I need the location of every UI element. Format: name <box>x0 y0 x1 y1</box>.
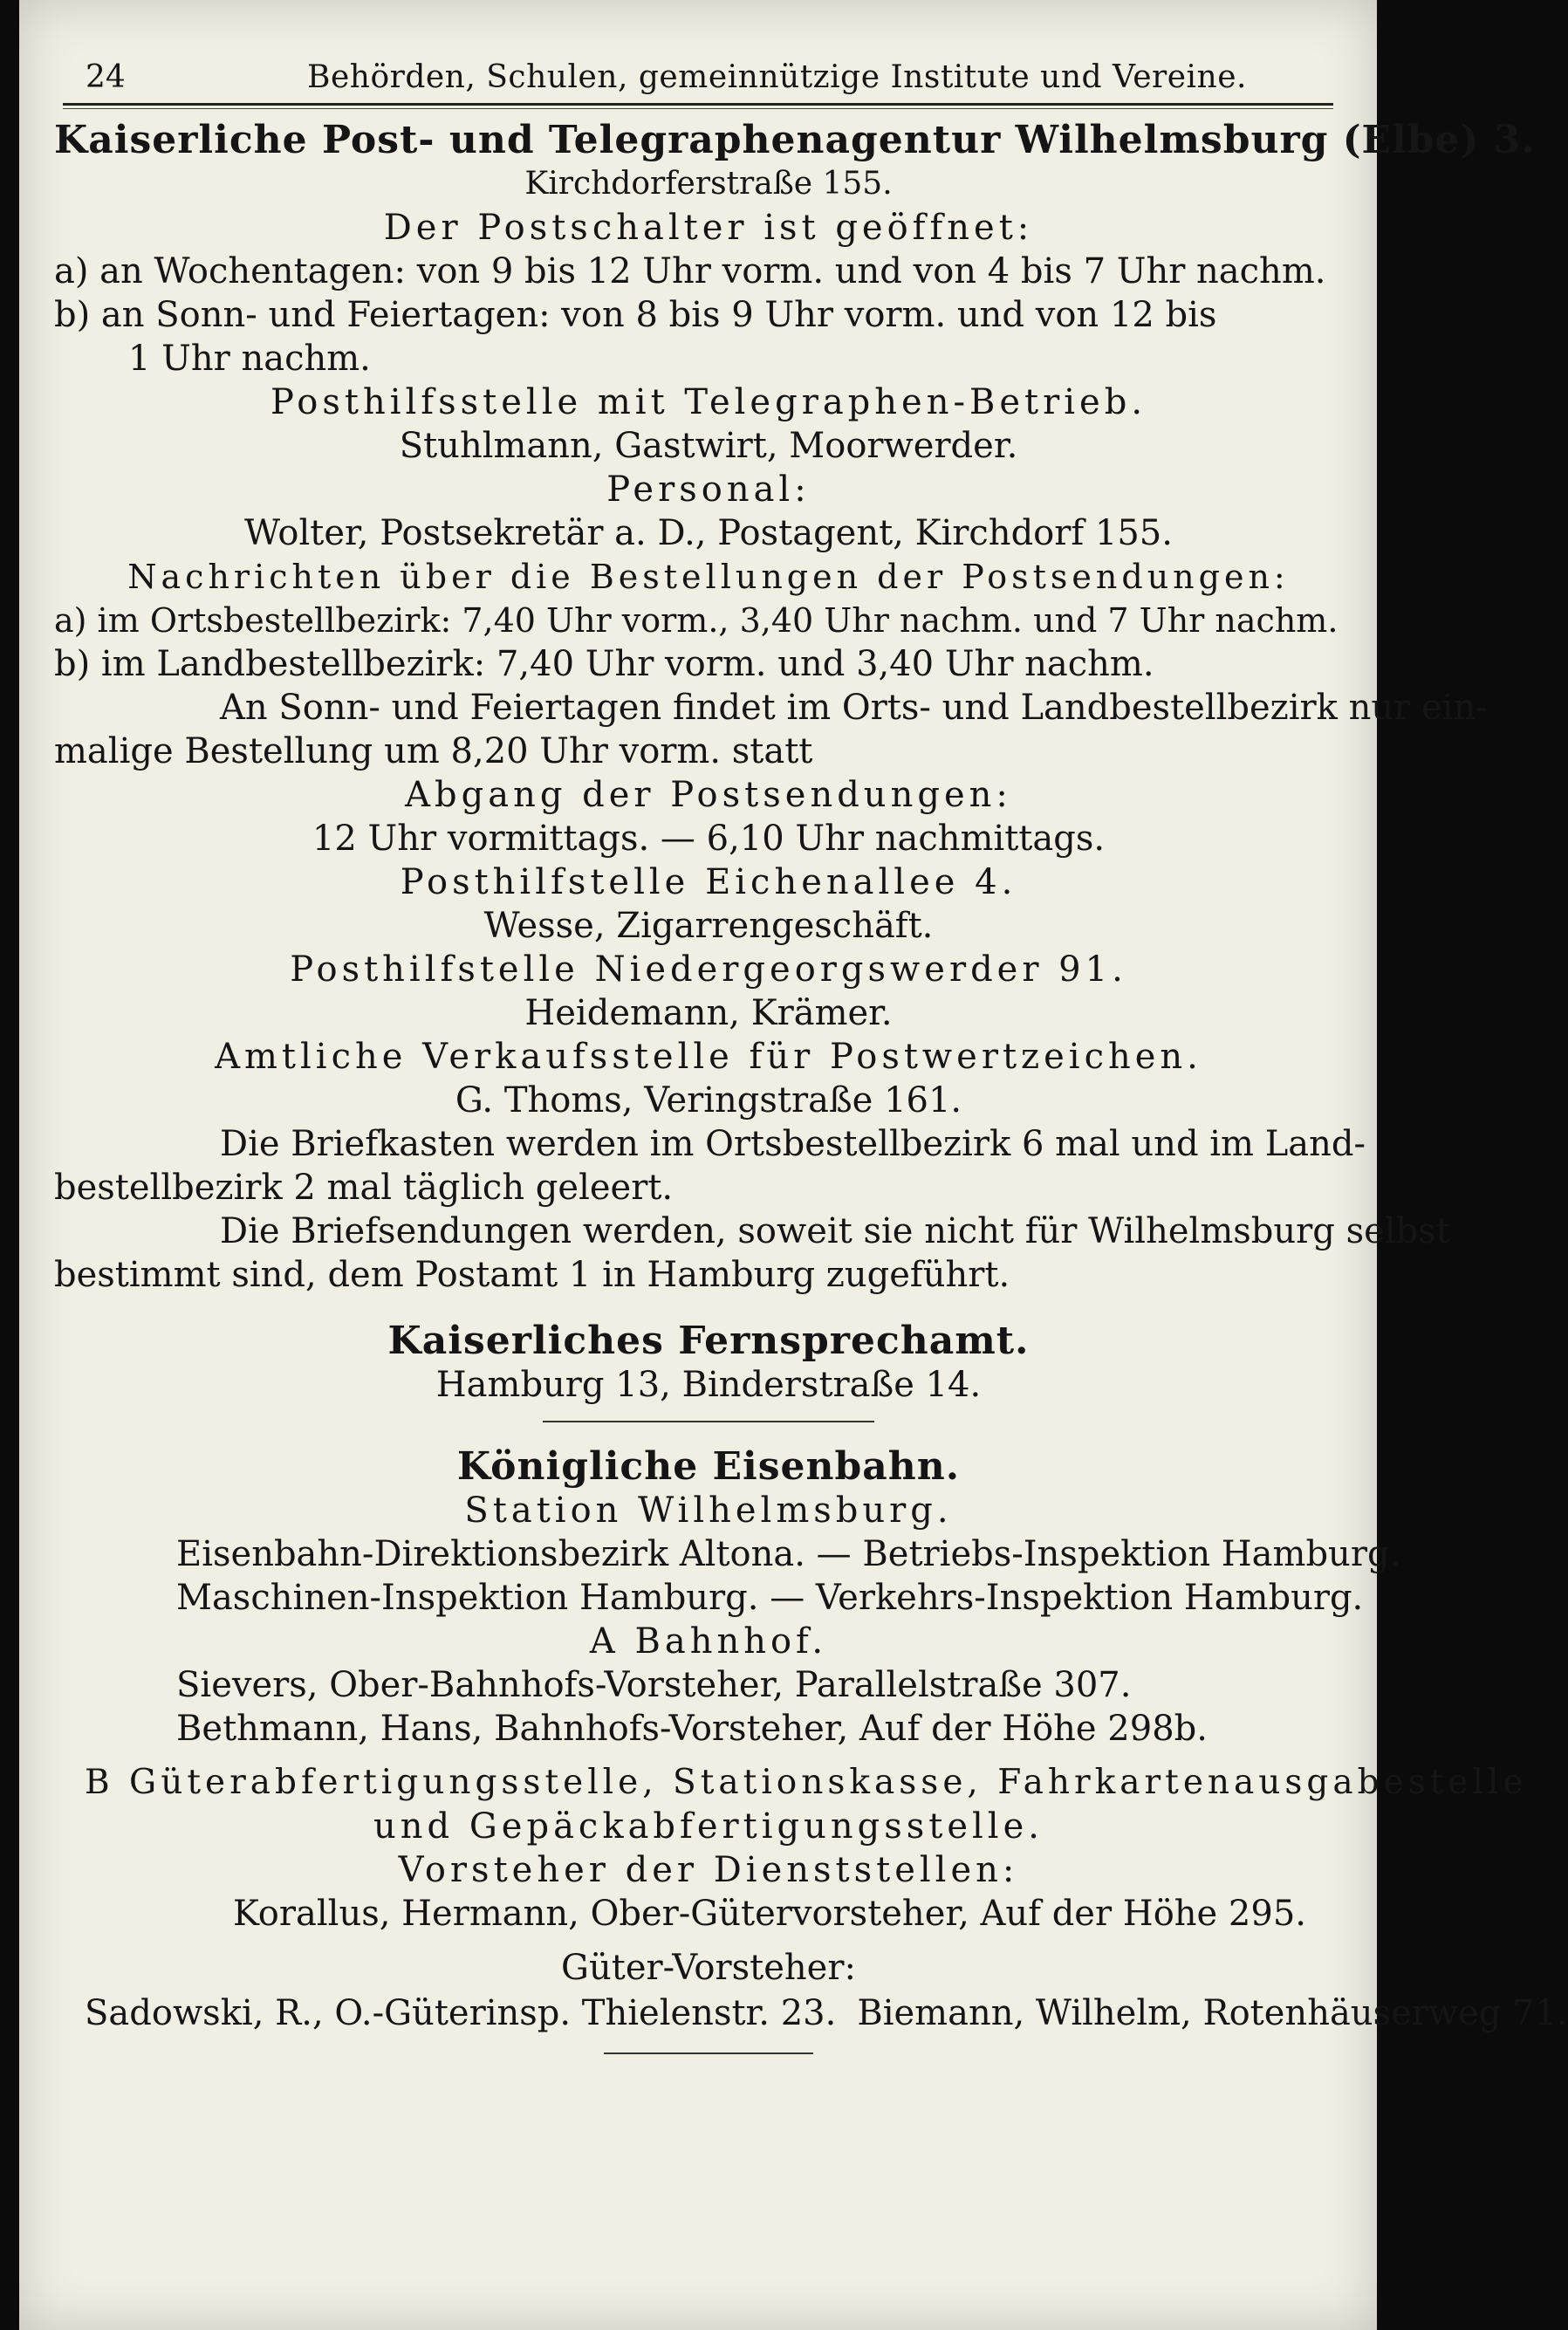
railway-inspections: Maschinen-Inspektion Hamburg. — Verkehrs-Inspektion Hamburg. <box>176 1578 1364 1618</box>
stamps-heading: Amtliche Verkaufsstelle für Postwertzeichen. <box>215 1037 1202 1077</box>
personnel-entry: Wolter, Postsekretär a. D., Postagent, Kirchdorf 155. <box>244 513 1173 553</box>
mailbox-note-line1: Die Briefkasten werden im Ortsbestellbezirk 6 mal und im Land- <box>220 1124 1366 1164</box>
page-number: 24 <box>86 59 126 95</box>
goods-heads-row <box>54 1990 1568 2037</box>
heads-heading: Vorsteher der Dienststellen: <box>398 1850 1019 1890</box>
delivery-heading: Nachrichten über die Bestellungen der Postsendungen: <box>127 558 1290 596</box>
sunday-note-line2: malige Bestellung um 8,20 Uhr vorm. statt <box>54 731 813 771</box>
bottom-divider <box>604 2052 813 2054</box>
dispatch-times: 12 Uhr vormittags. — 6,10 Uhr nachmittags. <box>312 819 1106 859</box>
post-agency-title: Kaiserliche Post- und Telegraphenagentur Wilhelmsburg (Elbe) 3. <box>54 118 1536 162</box>
railway-section-b-line2: und Gepäckabfertigungsstelle. <box>373 1806 1044 1847</box>
hours-holidays-line2: 1 Uhr nachm. <box>128 339 371 379</box>
railway-title: Königliche Eisenbahn. <box>456 1444 961 1489</box>
hours-holidays-line1: b) an Sonn- und Feiertagen: von 8 bis 9 Uhr vorm. und von 12 bis <box>54 295 1217 335</box>
spacer <box>54 1751 1363 1761</box>
header-rule-thin <box>63 108 1333 109</box>
hours-weekdays: a) an Wochentagen: von 9 bis 12 Uhr vorm. und von 4 bis 7 Uhr nachm. <box>54 251 1326 291</box>
dispatch-heading: Abgang der Postsendungen: <box>405 775 1012 815</box>
spacer <box>54 1297 1363 1319</box>
section-divider <box>543 1421 874 1422</box>
aux2-heading: Posthilfstelle Niedergeorgswerder 91. <box>290 949 1127 990</box>
spacer <box>54 1936 1363 1946</box>
post-agency-address: Kirchdorferstraße 155. <box>524 166 893 202</box>
telephone-title: Kaiserliches Fernsprechamt. <box>387 1319 1030 1363</box>
running-title: Behörden, Schulen, gemeinnützige Institute und Vereine. <box>307 59 1247 95</box>
aux-office-heading: Posthilfsstelle mit Telegraphen-Betrieb. <box>270 382 1147 422</box>
railway-staff-2: Bethmann, Hans, Bahnhofs-Vorsteher, Auf der Höhe 298b. <box>176 1709 1208 1749</box>
head-entry-1: Korallus, Hermann, Ober-Gütervorsteher, Auf der Höhe 295. <box>233 1894 1306 1934</box>
delivery-local: a) im Ortsbestellbezirk: 7,40 Uhr vorm., 3,40 Uhr nachm. und 7 Uhr nachm. <box>54 601 1339 640</box>
railway-staff-1: Sievers, Ober-Bahnhofs-Vorsteher, Parallelstraße 307. <box>176 1665 1132 1705</box>
goods-head-left: Sadowski, R., O.-Güterinsp. Thielenstr. 23. <box>85 1993 837 2033</box>
railway-station: Station Wilhelmsburg. <box>464 1491 953 1531</box>
goods-heading: Güter-Vorsteher: <box>561 1948 856 1988</box>
mail-note-line2: bestimmt sind, dem Postamt 1 in Hamburg zugeführt. <box>54 1255 1010 1295</box>
post-agency-section <box>54 118 1536 1297</box>
mail-note-line1: Die Briefsendungen werden, soweit sie nicht für Wilhelmsburg selbst <box>220 1211 1450 1251</box>
page-content <box>54 118 1568 2077</box>
page <box>19 0 1568 2330</box>
running-header <box>63 54 1333 98</box>
telephone-address: Hamburg 13, Binderstraße 14. <box>435 1365 982 1405</box>
personnel-heading: Personal: <box>606 469 811 510</box>
aux2-name: Heidemann, Krämer. <box>524 993 893 1033</box>
telephone-section <box>54 1319 1363 1407</box>
stamps-name: G. Thoms, Veringstraße 161. <box>455 1080 962 1120</box>
railway-section-b-line1: B Güterabfertigungsstelle, Stationskasse, Fahrkartenausgabestelle <box>85 1763 1528 1802</box>
railway-section <box>54 1444 1568 2037</box>
delivery-rural: b) im Landbestellbezirk: 7,40 Uhr vorm. und 3,40 Uhr nachm. <box>54 644 1154 684</box>
railway-section-a: A Bahnhof. <box>589 1621 828 1662</box>
counter-heading: Der Postschalter ist geöffnet: <box>383 208 1034 248</box>
aux1-name: Wesse, Zigarrengeschäft. <box>483 906 934 946</box>
aux1-heading: Posthilfstelle Eichenallee 4. <box>400 862 1017 902</box>
mailbox-note-line2: bestellbezirk 2 mal täglich geleert. <box>54 1168 674 1208</box>
railway-district: Eisenbahn-Direktionsbezirk Altona. — Betriebs-Inspektion Hamburg. <box>176 1534 1401 1574</box>
header-rule <box>63 103 1333 106</box>
sunday-note-line1: An Sonn- und Feiertagen findet im Orts- und Landbestellbezirk nur ein- <box>220 688 1488 728</box>
aux-office-name: Stuhlmann, Gastwirt, Moorwerder. <box>399 426 1018 466</box>
goods-head-right: Biemann, Wilhelm, Rotenhäuserweg 71. <box>857 1993 1568 2033</box>
